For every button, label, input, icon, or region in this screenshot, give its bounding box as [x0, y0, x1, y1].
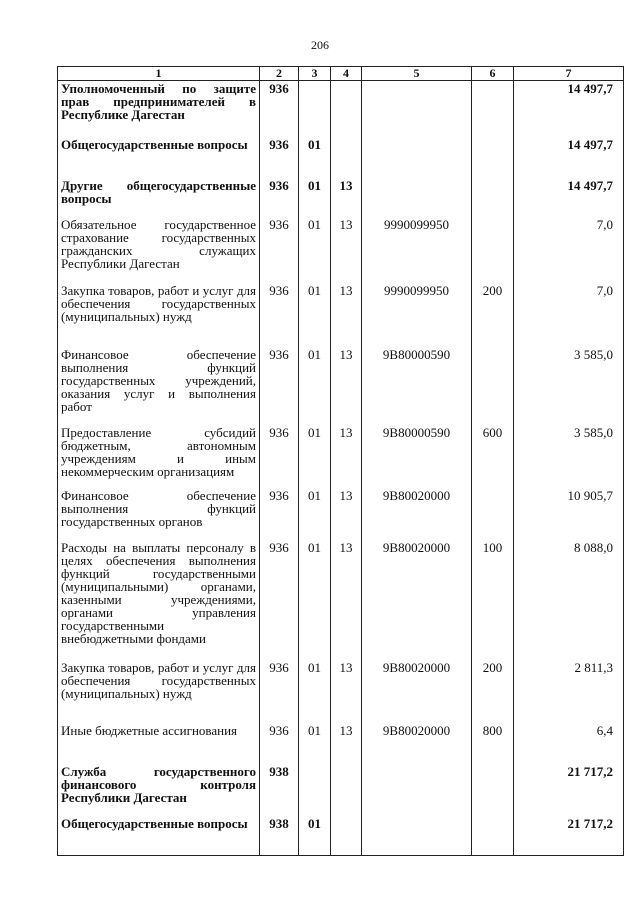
table-row [58, 178, 624, 217]
row-name: Другие общегосударственные вопросы [58, 178, 260, 217]
cell-vr [472, 488, 514, 540]
cell-sum: 14 497,7 [514, 81, 624, 137]
row-name: Служба государственного финансового контроля Республики Дагестан [58, 764, 260, 816]
cell-csr [362, 764, 472, 816]
table-row [58, 81, 624, 137]
cell-csr [362, 816, 472, 856]
cell-pr [331, 137, 362, 178]
table-row [58, 217, 624, 283]
cell-pr [331, 764, 362, 816]
cell-rz: 01 [299, 137, 331, 178]
row-name: Финансовое обеспечение выполнения функций государственных органов [58, 488, 260, 540]
row-name: Иные бюджетные ассигнования [58, 723, 260, 764]
cell-rz [299, 81, 331, 137]
cell-csr: 9В80000590 [362, 425, 472, 488]
header-row [58, 67, 624, 81]
row-name: Общегосударственные вопросы [58, 137, 260, 178]
cell-pr [331, 816, 362, 856]
cell-csr: 9В80020000 [362, 488, 472, 540]
column-header: 2 [260, 67, 299, 81]
column-header: 3 [299, 67, 331, 81]
column-header: 6 [472, 67, 514, 81]
cell-vr [472, 81, 514, 137]
table-row [58, 488, 624, 540]
table-row [58, 347, 624, 425]
cell-rz: 01 [299, 425, 331, 488]
cell-csr [362, 81, 472, 137]
cell-sum: 3 585,0 [514, 425, 624, 488]
table-row [58, 723, 624, 764]
row-name: Расходы на выплаты персоналу в целях обеспечения выполнения функций государственными (муниципальными) органами, казенными учреждениями, органами управления государственными внебюджетными фондами [58, 540, 260, 660]
table-row [58, 540, 624, 660]
cell-vr [472, 816, 514, 856]
cell-sum: 21 717,2 [514, 764, 624, 816]
cell-vr [472, 217, 514, 283]
row-name: Закупка товаров, работ и услуг для обеспечения государственных (муниципальных) нужд [58, 283, 260, 347]
cell-sum: 7,0 [514, 283, 624, 347]
cell-sum: 21 717,2 [514, 816, 624, 856]
cell-pr: 13 [331, 425, 362, 488]
cell-csr [362, 137, 472, 178]
cell-ved: 936 [260, 723, 299, 764]
cell-rz: 01 [299, 178, 331, 217]
cell-sum: 6,4 [514, 723, 624, 764]
cell-sum: 8 088,0 [514, 540, 624, 660]
cell-ved: 936 [260, 217, 299, 283]
cell-sum: 10 905,7 [514, 488, 624, 540]
cell-ved: 938 [260, 764, 299, 816]
cell-rz: 01 [299, 540, 331, 660]
cell-vr [472, 178, 514, 217]
cell-ved: 936 [260, 81, 299, 137]
cell-rz: 01 [299, 217, 331, 283]
cell-ved: 936 [260, 488, 299, 540]
cell-ved: 936 [260, 283, 299, 347]
cell-sum: 7,0 [514, 217, 624, 283]
table-row [58, 660, 624, 723]
cell-pr: 13 [331, 660, 362, 723]
column-header: 1 [58, 67, 260, 81]
cell-csr: 9990099950 [362, 217, 472, 283]
cell-vr: 100 [472, 540, 514, 660]
cell-vr [472, 764, 514, 816]
cell-csr: 9В80000590 [362, 347, 472, 425]
cell-rz: 01 [299, 816, 331, 856]
cell-rz [299, 764, 331, 816]
cell-csr [362, 178, 472, 217]
cell-pr [331, 81, 362, 137]
row-name: Финансовое обеспечение выполнения функций государственных учреждений, оказания услуг и выполнения работ [58, 347, 260, 425]
cell-rz: 01 [299, 660, 331, 723]
cell-vr: 600 [472, 425, 514, 488]
page-number: 206 [311, 38, 329, 52]
cell-csr: 9В80020000 [362, 723, 472, 764]
table-row [58, 425, 624, 488]
table-row [58, 283, 624, 347]
budget-table [57, 66, 624, 856]
cell-rz: 01 [299, 723, 331, 764]
cell-rz: 01 [299, 283, 331, 347]
cell-vr: 200 [472, 660, 514, 723]
cell-vr: 800 [472, 723, 514, 764]
cell-ved: 936 [260, 540, 299, 660]
cell-pr: 13 [331, 723, 362, 764]
cell-ved: 936 [260, 425, 299, 488]
table-row [58, 137, 624, 178]
cell-csr: 9В80020000 [362, 540, 472, 660]
row-name: Обязательное государственное страхование государственных гражданских служащих Республики Дагестан [58, 217, 260, 283]
cell-ved: 936 [260, 137, 299, 178]
cell-pr: 13 [331, 347, 362, 425]
cell-vr: 200 [472, 283, 514, 347]
cell-pr: 13 [331, 540, 362, 660]
cell-vr [472, 347, 514, 425]
cell-sum: 14 497,7 [514, 137, 624, 178]
column-header: 4 [331, 67, 362, 81]
cell-pr: 13 [331, 283, 362, 347]
cell-rz: 01 [299, 488, 331, 540]
cell-vr [472, 137, 514, 178]
cell-pr: 13 [331, 217, 362, 283]
table-row [58, 816, 624, 856]
cell-ved: 936 [260, 347, 299, 425]
cell-rz: 01 [299, 347, 331, 425]
cell-sum: 14 497,7 [514, 178, 624, 217]
cell-csr: 9990099950 [362, 283, 472, 347]
cell-pr: 13 [331, 178, 362, 217]
column-header: 5 [362, 67, 472, 81]
row-name: Уполномоченный по защите прав предпринимателей в Республике Дагестан [58, 81, 260, 137]
table-row [58, 764, 624, 816]
row-name: Закупка товаров, работ и услуг для обеспечения государственных (муниципальных) нужд [58, 660, 260, 723]
cell-csr: 9В80020000 [362, 660, 472, 723]
cell-ved: 936 [260, 660, 299, 723]
cell-sum: 2 811,3 [514, 660, 624, 723]
cell-sum: 3 585,0 [514, 347, 624, 425]
cell-pr: 13 [331, 488, 362, 540]
cell-ved: 936 [260, 178, 299, 217]
column-header: 7 [514, 67, 624, 81]
cell-ved: 938 [260, 816, 299, 856]
row-name: Общегосударственные вопросы [58, 816, 260, 856]
row-name: Предоставление субсидий бюджетным, автономным учреждениям и иным некоммерческим организациям [58, 425, 260, 488]
